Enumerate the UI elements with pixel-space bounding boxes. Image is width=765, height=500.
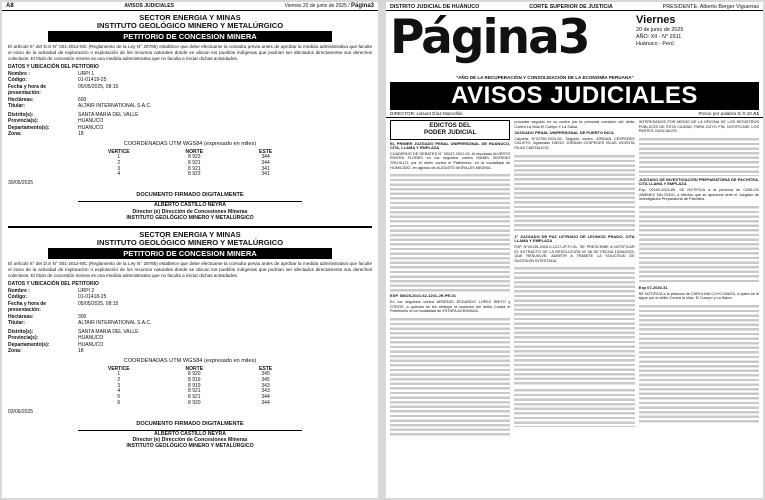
court-notice-text: proceder seguido en su contra por la presunta comisión del delito Contra La Vida El Cuerpo Y La Salud. <box>514 120 635 129</box>
court-notice-title: EL PRIMER JUZGADO PENAL UNIPERSONAL DE HUÁNUCO, CITA, LLAMA Y EMPLAZA <box>390 140 511 151</box>
signer-name: ALBERTO CASTILLO NEYRA <box>154 202 226 209</box>
year-slogan: "AÑO DE LA RECUPERACIÓN Y CONSOLIDACIÓN DE LA ECONOMÍA PERUANA" <box>456 75 634 80</box>
field-label: Nombre : <box>8 70 30 77</box>
signer-title: Director (e) Dirección de Concesiones Mineras <box>132 437 248 444</box>
left-page-banner: AVISOS JUDICIALES <box>124 3 174 9</box>
table-cell: 2 <box>117 159 121 166</box>
field-value: ALTAIR INTERNATIONAL S.A.C. <box>78 103 152 110</box>
right-newspaper-page <box>386 2 763 498</box>
table-cell: 8 920 <box>188 371 201 378</box>
data-section-title: DATOS Y UBICACIÓN DEL PETITORIO <box>8 63 99 70</box>
table-cell: 341 <box>261 171 270 178</box>
table-cell: 5 <box>117 394 121 401</box>
edition-city: Huánuco - Perú <box>636 41 674 48</box>
table-cell: 1 <box>117 154 121 161</box>
location-value: SANTA MARIA DEL VALLE <box>78 111 139 118</box>
edictos-line-1: EDICTOS DEL <box>429 122 471 129</box>
court-name: CORTE SUPERIOR DE JUSTICIA <box>529 4 613 10</box>
table-cell: 8 921 <box>188 394 201 401</box>
section-banner: AVISOS JUDICIALES <box>390 82 759 110</box>
edition-info <box>636 13 683 48</box>
field-value: URPI 1 <box>78 70 95 77</box>
coordinates-table <box>80 366 300 407</box>
director-name: DIRECTOR: Lissuet Díaz Marcellini <box>390 111 463 116</box>
location-label: Provincia(s): <box>8 118 39 125</box>
table-cell: 344 <box>261 159 270 166</box>
column-1 <box>390 120 510 438</box>
court-notice-title: EXP. 00025-2021-62-1201-JR-PE-01 <box>390 293 456 299</box>
field-label: Hectáreas: <box>8 96 34 103</box>
location-value: HUANUCO <box>78 118 104 125</box>
field-value: 01-01418-25 <box>78 294 107 301</box>
signer-org: INSTITUTO GEOLÓGICO MINERO Y METALÚRGICO <box>126 443 254 450</box>
location-row <box>8 131 372 138</box>
table-cell: 344 <box>261 394 270 401</box>
notice-paragraph: El artículo 6° del D.S N° 001-2012-MC (Reglamento de la Ley N° 29785) establece que debe efectuarse la consulta previa antes de aprobar la medida administrativa que faculte el inicio de la actividad de exploración o explotación de los recursos naturales donde se ubican los pueblos indígenas que podrían ser afectados directamente sus derechos colectivos. El título de concesión minera es una medida administrativa que no faculta a iniciar dichas actividades. <box>8 44 372 61</box>
location-row <box>8 348 372 355</box>
court-notice-text: Carpeta: N°01750-2024-83. Seguido contra JORDAN CESPEDES CALIXTO. Agraviado DIEGO JORDAN CESPEDES ISLAS VICENTA ISLAS CANTALICIO. <box>514 136 635 151</box>
judicial-district: DISTRITO JUDICIAL DE HUÁNUCO <box>390 4 480 10</box>
column-header: NORTE <box>185 148 204 155</box>
table-cell: 8 921 <box>188 165 201 172</box>
notice-header-1: SECTOR ENERGIA Y MINAS <box>139 13 241 22</box>
table-cell: 8 921 <box>188 388 201 395</box>
field-label: Nombre : <box>8 287 30 294</box>
petition-title-bar: PETITORIO DE CONCESION MINERA <box>48 31 332 42</box>
table-cell: 4 <box>117 388 121 395</box>
edition-date: 20 de junio de 2025 <box>636 27 684 34</box>
table-cell: 8 920 <box>188 399 201 406</box>
column-header: ESTE <box>259 148 273 155</box>
classifieds-columns <box>386 120 763 438</box>
table-cell: 8 923 <box>188 171 201 178</box>
court-notice-text: INTERESADOS POR MEDIO DE LA OFICINA DE LOS REGISTROS PÚBLICOS DE ESTA CIUDAD, PARA CUYO FIN, NOTIFICASE LOS PARTES JUDICIALES. <box>638 120 759 134</box>
table-cell: 344 <box>261 154 270 161</box>
field-label: Fecha y hora de presentación: <box>8 83 47 97</box>
left-date-line: Viernes 20 de junio de 2025 / <box>284 3 350 9</box>
location-label: Zona: <box>8 348 22 355</box>
field-value: 01-01419-25 <box>78 77 107 84</box>
text-block <box>639 136 759 176</box>
edition-day: Viernes <box>636 14 676 26</box>
column-header: VERTICE <box>107 148 130 155</box>
field-label: Hectáreas: <box>8 313 34 320</box>
field-value: 05/05/2025, 08:15 <box>78 83 119 90</box>
location-label: Departamento(s): <box>8 124 50 131</box>
court-notice-text: EXP N°00135-2025-0-1217-JP-FI-01. SE PRESCRIBE A NOTIFICAR EL EXTRACTO DE LA RESOLUCIÓN N° 06 DE FECHA 13/06/2025, QUE RESUELVE: ADMITIR A TRAMITE LA SOLICITUD DE SUCESIÓN INTESTADA. <box>514 244 635 263</box>
court-notice-text: SE NOTIFICA a la persona de CAROLINA CUYO MAIZA, a quien se le sigue por el delito Contra la Vida, El Cuerpo y La Salud. <box>638 291 759 301</box>
location-value: HUANUCO <box>78 335 104 342</box>
field-value: URPI 2 <box>78 287 95 294</box>
utm-title: COORDENADAS UTM WGS84 (expresado en miles) <box>123 357 257 364</box>
text-block <box>514 265 634 385</box>
court-notice-title: JUZGADO DE INVESTIGACIÓN PREPARATORIA DE PACHITEA, CITA LLAMA Y EMPLAZA <box>638 176 759 187</box>
text-block <box>639 204 759 284</box>
location-label: Distrito(s): <box>8 111 34 118</box>
location-value: HUANUCO <box>78 124 104 131</box>
signed-label: DOCUMENTO FIRMADO DIGITALMENTE <box>136 420 244 427</box>
left-page-number: A8 <box>6 3 14 9</box>
location-label: Provincia(s): <box>8 335 39 342</box>
court-notice-text: CUADERNO DE DEBATES N° 00247-2021-92. Al imputado ALVERTO RIVERA FLORES en los seguidos contra ISABEL MORENO TRUJILLO, por el delito contra el Patrimonio, en la modalidad de HOMICIDIO, en agravio de AUGUSTO MORALES MEDINA. <box>390 151 511 170</box>
table-cell: 341 <box>261 165 270 172</box>
newspaper-logo: Página3 <box>390 10 589 65</box>
column-3 <box>639 120 759 438</box>
utm-title: COORDENADAS UTM WGS84 (expresado en miles) <box>123 140 257 147</box>
signer-title: Director (e) Dirección de Concesiones Mineras <box>132 208 248 215</box>
table-cell: 344 <box>261 399 270 406</box>
field-value: 600 <box>78 96 87 103</box>
field-label: Fecha y hora de presentación: <box>8 300 47 314</box>
field-value: 05/05/2025, 08:15 <box>78 300 119 307</box>
text-block <box>390 316 510 436</box>
column-2 <box>514 120 634 438</box>
table-cell: 8 919 <box>188 376 201 383</box>
table-cell: 2 <box>117 376 121 383</box>
text-block <box>639 303 759 423</box>
mining-notice-1 <box>8 14 372 221</box>
data-section-title: DATOS Y UBICACIÓN DEL PETITORIO <box>8 280 99 287</box>
column-header: ESTE <box>259 365 273 372</box>
table-cell: 4 <box>117 171 121 178</box>
field-row <box>8 301 372 314</box>
coordinates-table <box>80 149 300 178</box>
field-label: Código: <box>8 294 27 301</box>
court-notice-title: JUZGADO PENAL UNIPERSONAL DE PUERTO INCA <box>514 130 614 136</box>
notice-date: 30/05/2025 <box>8 180 34 187</box>
location-value: 18 <box>78 131 84 138</box>
location-value: HUANUCO <box>78 341 104 348</box>
notice-paragraph: El artículo 6° del D.S N° 001-2012-MC (Reglamento de la Ley N° 29785) establece que debe efectuarse la consulta previa antes de aprobar la medida administrativa que faculte el inicio de la actividad de exploración o explotación de los recursos naturales donde se ubican los pueblos indígenas que podrían ser afectados directamente sus derechos colectivos. El título de concesión minera es una medida administrativa que no faculta a iniciar dichas actividades. <box>8 261 372 278</box>
notice-header-1: SECTOR ENERGIA Y MINAS <box>139 230 241 240</box>
field-label: Titular: <box>8 320 25 327</box>
notice-header-2: INSTITUTO GEOLÓGICO MINERO Y METALÚRGICO <box>96 20 284 30</box>
court-notice-text: En los seguidos contra ARSENIO EDGARDO LOPEZ BRITO y OTROS, a quienes se les atribuye la comisión del delito Contra el Patrimonio en la modalidad de ESTAFA AGRAVADA. <box>390 299 511 314</box>
column-header: NORTE <box>185 365 204 372</box>
text-block <box>390 172 510 292</box>
table-cell: 6 <box>117 399 121 406</box>
edictos-line-2: PODER JUDICIAL <box>424 128 477 136</box>
edition-number: AÑO: XII - N° 2911 <box>636 34 682 41</box>
table-cell: 8 923 <box>188 154 201 161</box>
director-line <box>386 110 763 118</box>
table-cell: 343 <box>261 382 270 389</box>
signer-name: ALBERTO CASTILLO NEYRA <box>154 430 226 437</box>
signed-label: DOCUMENTO FIRMADO DIGITALMENTE <box>136 192 244 199</box>
location-label: Departamento(s): <box>8 341 50 348</box>
court-president: PRESIDENTE: Alberto Berger Viguerras <box>662 4 759 10</box>
table-cell: 1 <box>117 371 121 378</box>
masthead <box>386 11 763 75</box>
location-value: 18 <box>78 348 84 355</box>
notice-header-2: INSTITUTO GEOLÓGICO MINERO Y METALÚRGICO <box>96 238 284 248</box>
table-cell: 8 921 <box>188 159 201 166</box>
field-value: ALTAIR INTERNATIONAL S.A.C. <box>78 320 152 327</box>
table-row <box>80 172 300 178</box>
column-header: VERTICE <box>107 365 130 372</box>
table-cell: 3 <box>117 382 121 389</box>
court-notice-title: 1° JUZGADO DE PAZ LETRADO DE LEONCIO PRADO; CITA LLAMA Y EMPLAZA <box>514 233 635 244</box>
location-value: SANTA MARIA DEL VALLE <box>78 328 139 335</box>
price-group <box>698 111 759 116</box>
mining-notice-2 <box>8 231 372 450</box>
table-cell: 345 <box>261 371 270 378</box>
left-newspaper-page <box>2 2 378 498</box>
location-label: Zona: <box>8 131 22 138</box>
table-row <box>80 401 300 407</box>
field-value: 300 <box>78 313 87 320</box>
right-page-number: A1 <box>753 111 759 116</box>
court-notice-text: Exp. 00150-2024-85. SE NOTIFICA a la persona de CARLOS JIMENEZ SALCEDO, a efectos que se apersone ante el Juzgado de Investigación Preparatoria de Pachitea. <box>638 188 759 202</box>
left-date-group <box>285 3 374 9</box>
text-block <box>514 153 634 233</box>
left-brand: Página3 <box>350 3 374 9</box>
notice-separator <box>8 226 372 228</box>
word-price: Precio por palabra S/ 0.10 <box>698 111 752 116</box>
notice-date: 03/06/2025 <box>8 408 34 415</box>
left-page-header <box>2 2 378 11</box>
petition-title-bar: PETITORIO DE CONCESION MINERA <box>48 248 332 259</box>
field-label: Titular: <box>8 103 25 110</box>
table-cell: 3 <box>117 165 121 172</box>
location-label: Distrito(s): <box>8 328 34 335</box>
court-notice-title: Exp 07-2020-31 <box>638 284 668 290</box>
table-cell: 345 <box>261 376 270 383</box>
field-row <box>8 84 372 97</box>
field-label: Código: <box>8 77 27 84</box>
signer-org: INSTITUTO GEOLÓGICO MINERO Y METALÚRGICO <box>126 214 254 221</box>
edictos-header <box>390 120 510 140</box>
text-block <box>514 387 634 427</box>
table-cell: 8 919 <box>188 382 201 389</box>
table-cell: 343 <box>261 388 270 395</box>
